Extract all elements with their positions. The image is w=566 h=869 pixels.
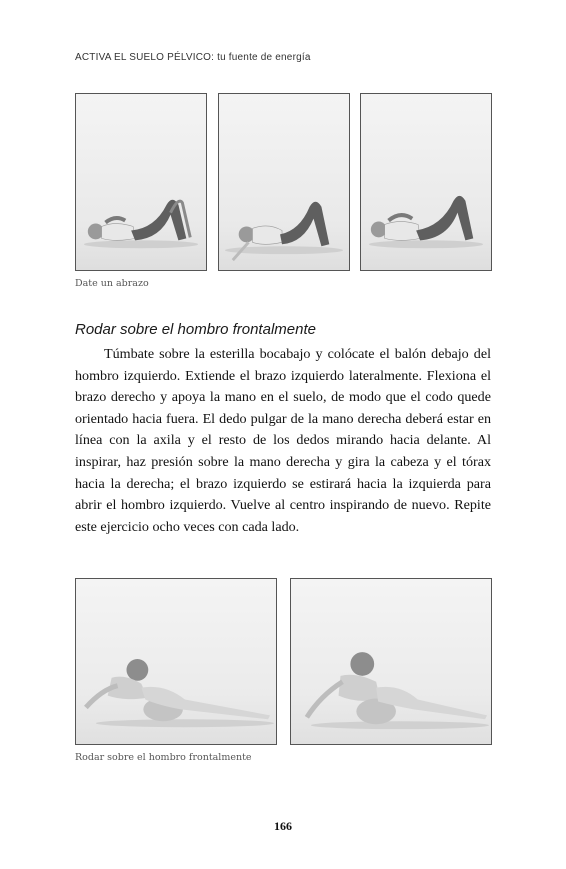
running-head-subtitle: tu fuente de energía bbox=[214, 52, 311, 63]
section-title: Rodar sobre el hombro frontalmente bbox=[75, 321, 316, 338]
prone-ball-photo-2 bbox=[290, 578, 492, 745]
body-text bbox=[75, 344, 491, 538]
reclining-woman-photo-2 bbox=[218, 93, 350, 271]
body-paragraph: Túmbate sobre la esterilla bocabajo y colócate el balón debajo del hombro izquierdo. Extiende el brazo izquierdo lateralmente. Flexiona el brazo derecho y apoya la mano en el suelo, de modo que el codo quede orientado hacia fuera. El dedo pulgar de la mano derecha deberá estar en línea con la axila y el resto de los dedos mirando hacia delante. Al inspirar, haz presión sobre la mano derecha y gira la cabeza y el tórax hacia la derecha; el brazo izquierdo se estirará hacia la izquierda para abrir el hombro izquierdo. Vuelve al centro inspirando de nuevo. Repite este ejercicio ocho veces con cada lado. bbox=[75, 346, 491, 535]
running-head-caps: ACTIVA EL SUELO PÉLVICO: bbox=[75, 52, 215, 63]
figure-caption-top: Date un abrazo bbox=[75, 278, 149, 289]
reclining-woman-photo-1 bbox=[75, 93, 207, 271]
running-head bbox=[75, 52, 311, 63]
page-number: 166 bbox=[274, 819, 292, 833]
prone-ball-photo-1 bbox=[75, 578, 277, 745]
reclining-woman-photo-3 bbox=[360, 93, 492, 271]
figure-caption-bottom: Rodar sobre el hombro frontalmente bbox=[75, 752, 252, 763]
